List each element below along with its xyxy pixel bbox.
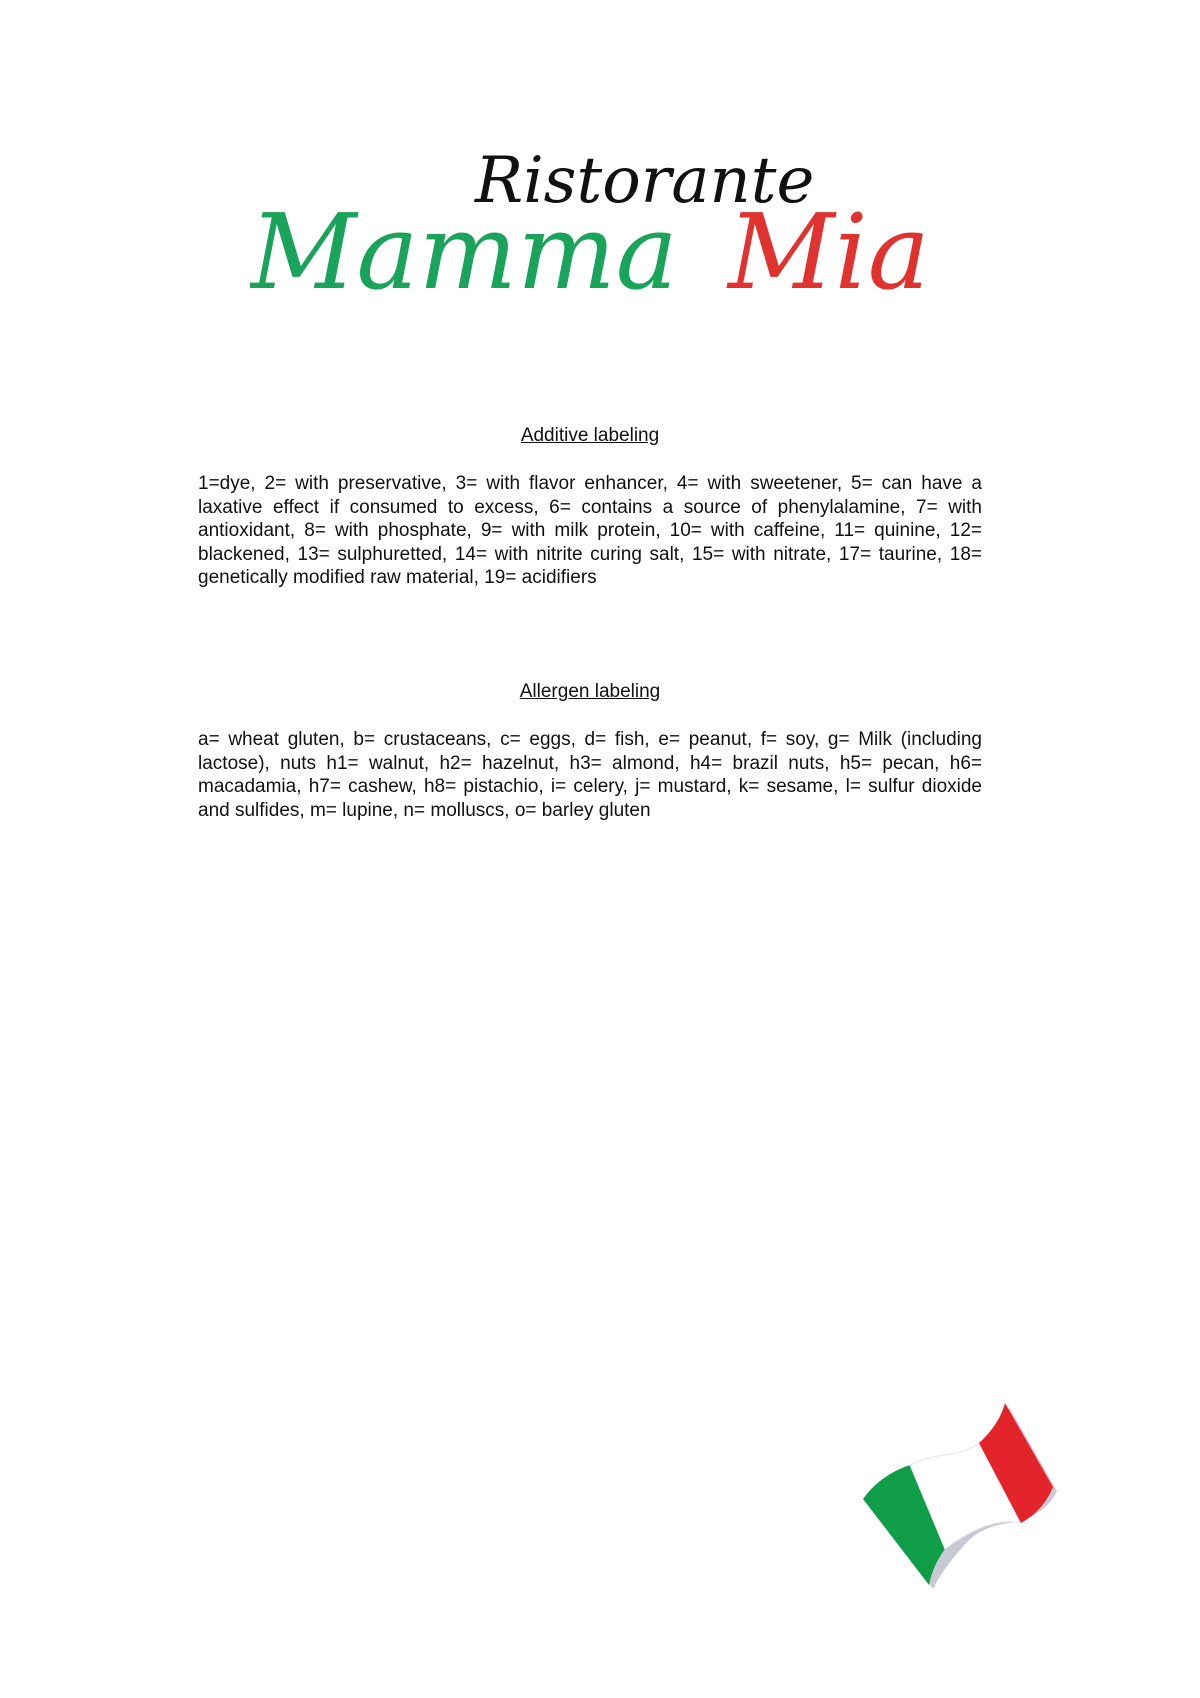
additive-text: 1=dye, 2= with preservative, 3= with flavor enhancer, 4= with sweetener, 5= can have a laxative effect if consumed to excess, 6= contains a source of phenylalamine, 7= with antioxidant, 8= with phosphate, 9= with milk protein, 10= with caffeine, 11= quinine, 12= blackened, 13= sulphuretted, 14= with nitrite curing salt, 15= with nitrate, 17= taurine, 18= genetically modified raw material, 19= acidifiers — [198, 473, 982, 588]
logo-mia: Mia — [728, 191, 930, 310]
additive-heading: Additive labeling — [520, 425, 660, 446]
restaurant-logo — [250, 140, 970, 310]
additive-section — [198, 425, 982, 590]
logo-mamma: Mamma — [250, 191, 678, 310]
allergen-heading: Allergen labeling — [519, 681, 661, 702]
allergen-section — [198, 681, 982, 822]
allergen-text: a= wheat gluten, b= crustaceans, c= eggs, d= fish, e= peanut, f= soy, g= Milk (including lactose), nuts h1= walnut, h2= hazelnut, h3= almond, h4= brazil nuts, h5= pecan, h6= macadamia, h7= cashew, h8= pistachio, i= celery, j= mustard, k= sesame, l= sulfur dioxide and sulfides, m= lupine, n= molluscs, o= barley gluten — [198, 729, 982, 821]
italian-flag-icon — [855, 1395, 1065, 1595]
logo-ristorante: Ristorante — [475, 144, 815, 218]
